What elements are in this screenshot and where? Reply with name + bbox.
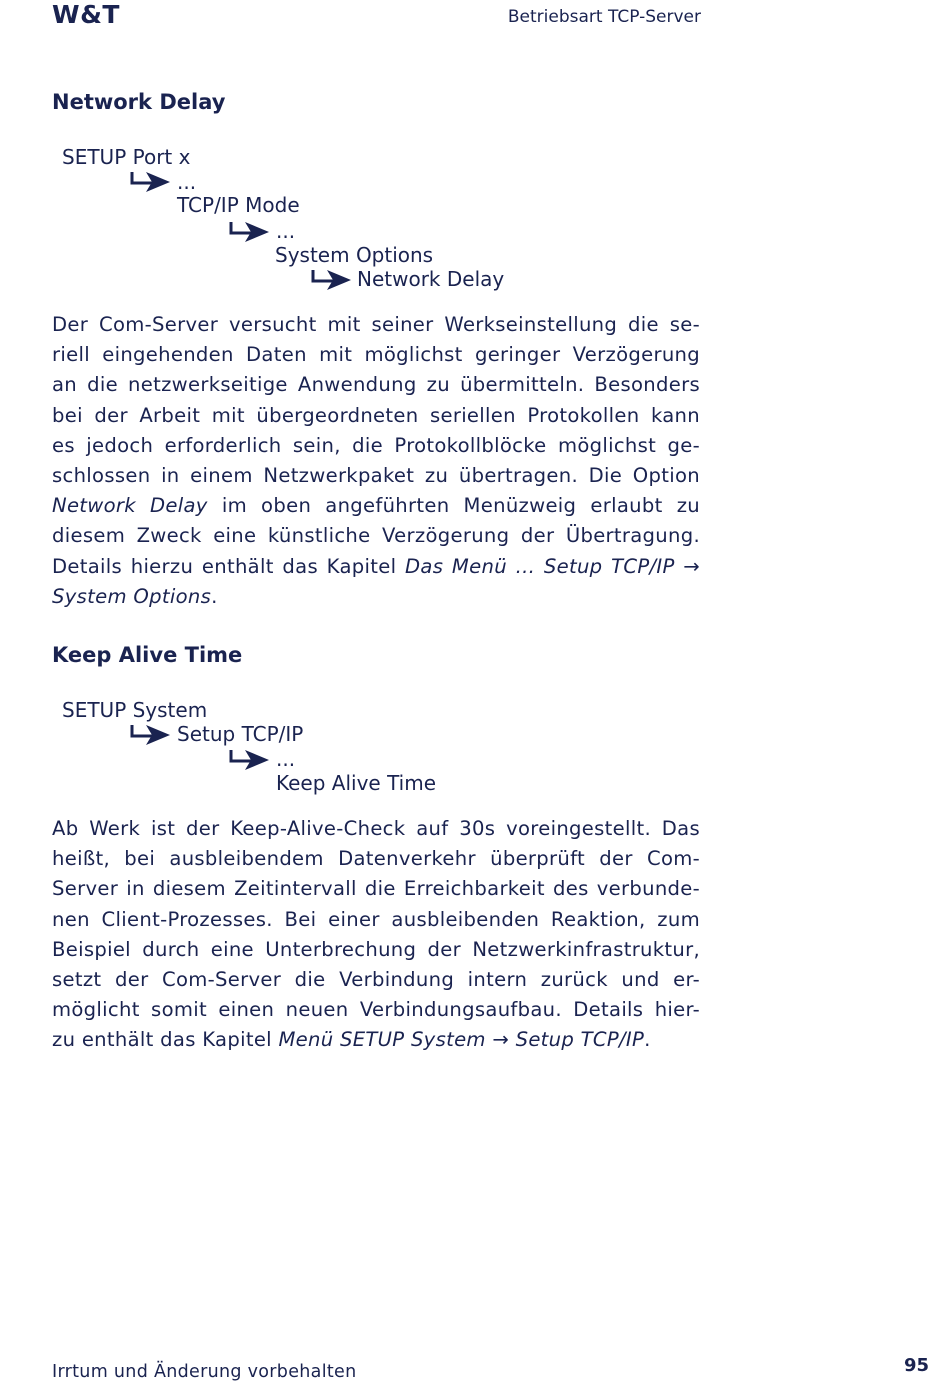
menu-arrow-icon [229,748,269,768]
paragraph-keep-alive-time: Ab Werk ist der Keep-Alive-Check auf 30s voreingestellt. Das heißt, bei ausbleibendem Datenverkehr überprüft der Com- Server in diesem Zeitintervall die Erreichbarkeit des verbunde- nen Client-Prozesses. Bei einer ausbleibenden Reaktion, zum Beispiel durch eine Unterbrechung der Netzwerkinfrastruktur, setzt der Com-Server die Verbindung intern zurück und er- möglicht somit einen neuen Verbindungsaufbau. Details hier- zu enthält das Kapitel Menü SETUP System → Setup TCP/IP. [52,817,700,1052]
menu-path-setup-system: SETUP System [62,698,208,722]
menu-path-network-delay: Network Delay [357,267,505,291]
menu-arrow-icon [311,268,351,288]
menu-arrow-icon [229,220,269,240]
chapter-reference: Menü SETUP System → Setup TCP/IP [278,1028,645,1052]
page-number: 95 [903,1355,929,1376]
menu-arrow-icon [130,170,170,190]
menu-path-ellipsis: ... [177,170,197,194]
menu-path-tcpip-mode: TCP/IP Mode [177,193,300,217]
footer-disclaimer: Irrtum und Änderung vorbehalten [52,1362,357,1382]
emphasis-network-delay: Network Delay [52,494,208,518]
menu-path-ellipsis: ... [276,747,296,771]
brand-logo: W&T [52,0,120,29]
section-heading-keep-alive-time: Keep Alive Time [52,643,243,667]
menu-path-keep-alive-time: Keep Alive Time [276,771,437,795]
menu-path-setup-tcpip: Setup TCP/IP [177,722,304,746]
menu-arrow-icon [130,723,170,743]
section-heading-network-delay: Network Delay [52,90,226,114]
menu-path-system-options: System Options [275,243,434,267]
menu-path-ellipsis: ... [276,219,296,243]
chapter-reference: Das Menü ... Setup TCP/IP → [405,554,700,578]
paragraph-network-delay: Der Com-Server versucht mit seiner Werkseinstellung die se- riell eingehenden Daten mit möglichst geringer Verzögerung an die netzwerkseitige Anwendung zu übermitteln. Besonders bei der Arbeit mit übergeordneten seriellen Protokollen kann es jedoch erforderlich sein, die Protokollblöcke möglichst ge- schlossen in einem Netzwerkpaket zu übertragen. Die Option Network Delay im oben angeführten Menüzweig erlaubt zu diesem Zweck eine künstliche Verzögerung der Übertragung. Details hierzu enthält das Kapitel Das Menü ... Setup TCP/IP → System Options. [52,313,700,608]
menu-path-setup-port: SETUP Port x [62,145,191,169]
chapter-reference: System Options [52,584,212,608]
running-header-title: Betriebsart TCP-Server [507,7,701,27]
